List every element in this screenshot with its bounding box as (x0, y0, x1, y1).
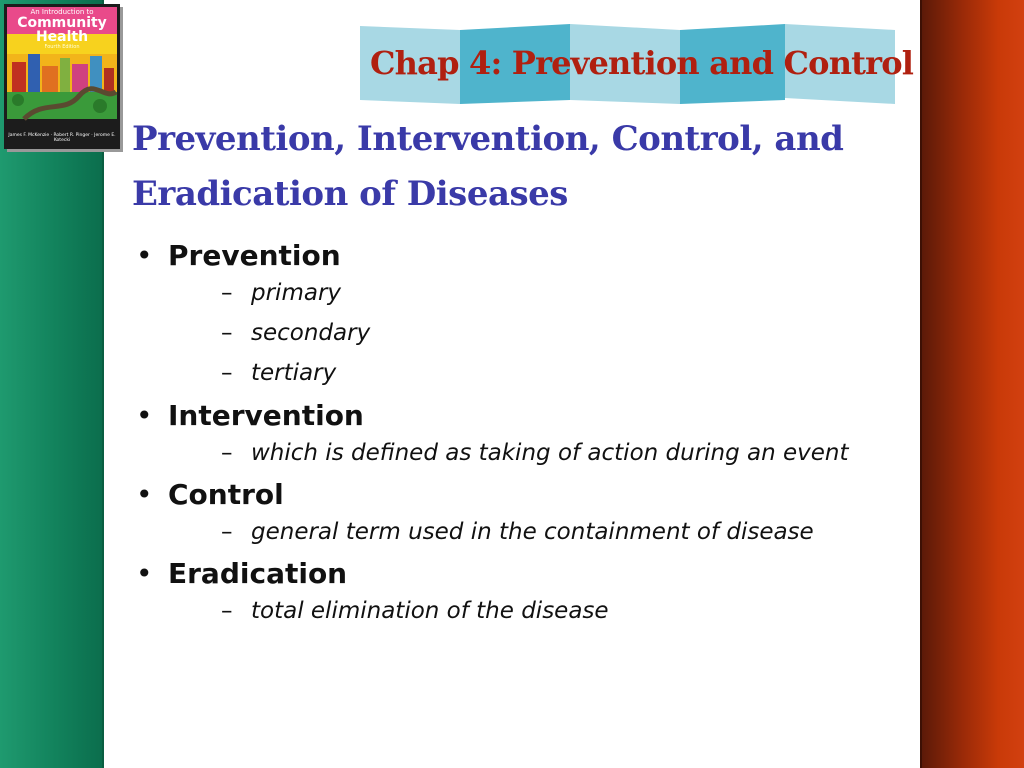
sub-bullet-secondary: – secondary (168, 316, 890, 351)
sub-bullet-intervention-definition: – which is defined as taking of action during an event (168, 436, 890, 470)
book-cover-title-line2: Health (35, 29, 89, 45)
sub-bullet-list (168, 276, 890, 391)
bullet-label: Prevention (168, 239, 341, 272)
bullet-list (130, 236, 890, 634)
book-cover-title (4, 8, 120, 50)
chapter-banner-title: Chap 4: Prevention and Control (370, 44, 914, 82)
slide-title-line1: Prevention, Intervention, Control, and (132, 119, 844, 159)
book-cover-subtitle: An Introduction to (30, 8, 94, 16)
book-cover-image (4, 4, 120, 149)
bullet-eradication (130, 554, 890, 629)
sub-bullet-control-definition: – general term used in the containment of disease (168, 515, 890, 549)
sub-bullet-list (168, 515, 890, 549)
bullet-control (130, 475, 890, 549)
bullet-label: Intervention (168, 399, 364, 432)
bullet-prevention (130, 236, 890, 391)
sub-bullet-primary: – primary (168, 276, 890, 311)
right-decorative-band (920, 0, 1024, 768)
sub-bullet-list (168, 594, 890, 629)
book-cover-title-line1: Community (17, 15, 107, 31)
book-cover-authors: James F. McKenzie · Robert R. Pinger · Jerome E. Kotecki (8, 133, 116, 143)
slide-title-line2: Eradication of Diseases (132, 174, 568, 214)
sub-bullet-list (168, 436, 890, 470)
sub-bullet-eradication-definition: – total elimination of the disease (168, 594, 890, 629)
book-cover-edition: Fourth Edition (44, 44, 80, 50)
slide-title (132, 112, 892, 222)
sub-bullet-tertiary: – tertiary (168, 356, 890, 391)
bullet-label: Control (168, 478, 284, 511)
bullet-label: Eradication (168, 557, 348, 590)
bullet-intervention (130, 396, 890, 470)
